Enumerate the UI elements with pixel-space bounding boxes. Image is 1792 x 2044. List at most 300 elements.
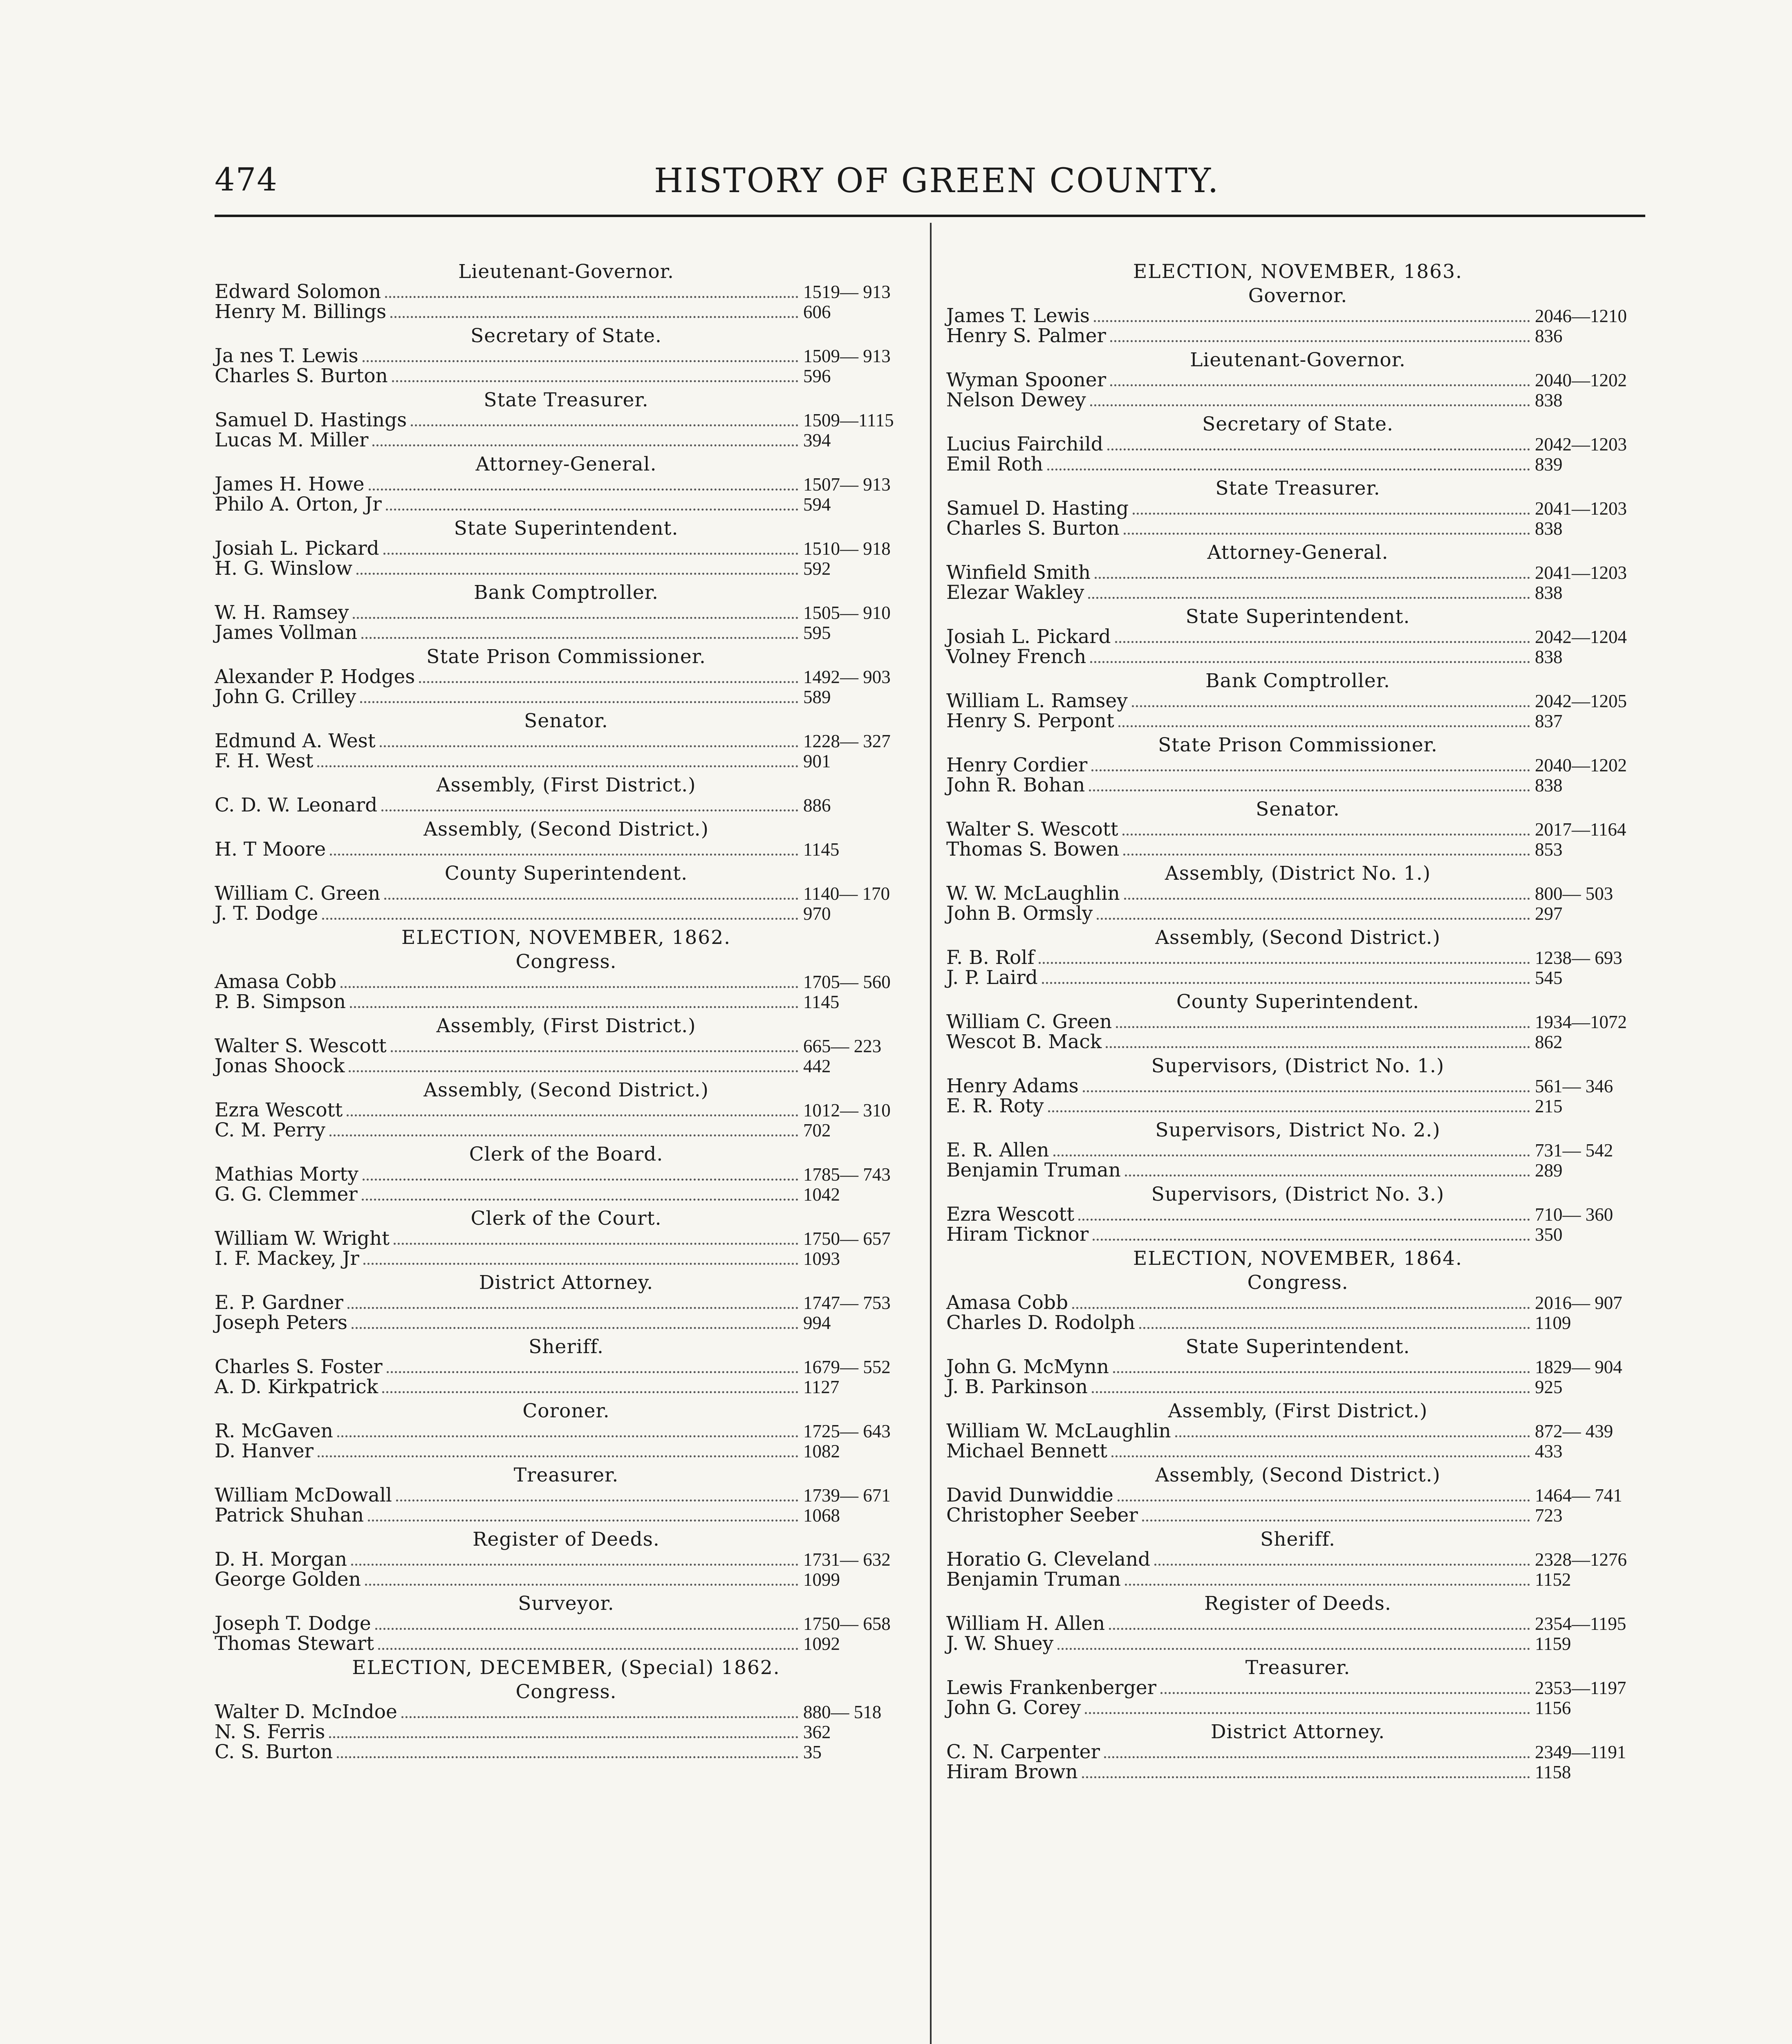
- candidate-row: [946, 627, 1649, 647]
- candidate-name: Samuel D. Hastings: [215, 409, 407, 431]
- vote-count: 872— 439: [1535, 1421, 1613, 1441]
- dot-leader: [1115, 641, 1530, 643]
- dot-leader: [1039, 962, 1530, 964]
- candidate-row: [946, 839, 1649, 859]
- candidate-row: [946, 1421, 1649, 1441]
- office-heading: Treasurer.: [1245, 1656, 1351, 1679]
- dot-leader: [1133, 513, 1530, 515]
- office-heading: State Prison Commissioner.: [426, 645, 706, 668]
- vote-count: 362: [803, 1722, 831, 1742]
- office-heading: Supervisors, (District No. 1.): [1151, 1055, 1445, 1077]
- vote-count: 723: [1535, 1505, 1563, 1526]
- dot-leader: [1092, 1391, 1530, 1393]
- vote-count: 1145: [803, 839, 840, 860]
- vote-count: 2328—1276: [1535, 1549, 1627, 1570]
- vote-count: 2017—1164: [1535, 819, 1626, 840]
- vote-count: 1725— 643: [803, 1421, 891, 1441]
- candidate-name: F. H. West: [215, 750, 314, 772]
- dot-leader: [384, 898, 798, 900]
- candidate-row: [215, 1702, 918, 1722]
- page-header: [0, 161, 1792, 219]
- dot-leader: [1094, 320, 1530, 322]
- candidate-name: Lewis Frankenberger: [946, 1676, 1157, 1699]
- candidate-name: William McDowall: [215, 1484, 392, 1506]
- dot-leader: [1116, 1026, 1530, 1028]
- candidate-name: I. F. Mackey, Jr: [215, 1247, 359, 1270]
- dot-leader: [1124, 898, 1530, 900]
- candidate-name: John B. Ormsly: [946, 902, 1093, 925]
- dot-leader: [1095, 577, 1530, 579]
- vote-count: 702: [803, 1120, 831, 1141]
- election-heading: ELECTION, NOVEMBER, 1863.: [1133, 260, 1463, 283]
- candidate-row: [946, 1140, 1649, 1160]
- candidate-name: Elezar Wakley: [946, 581, 1084, 604]
- candidate-row: [215, 1056, 918, 1076]
- dot-leader: [360, 701, 798, 703]
- vote-count: 1092: [803, 1634, 840, 1654]
- dot-leader: [1160, 1692, 1530, 1694]
- candidate-name: John G. McMynn: [946, 1356, 1109, 1378]
- candidate-row: [946, 454, 1649, 474]
- candidate-row: [946, 370, 1649, 390]
- candidate-row: [946, 1634, 1649, 1654]
- candidate-name: Charles S. Foster: [215, 1356, 383, 1378]
- candidate-row: [946, 1742, 1649, 1762]
- candidate-row: [946, 306, 1649, 326]
- vote-count: 2040—1202: [1535, 755, 1627, 775]
- office-heading: Clerk of the Board.: [469, 1143, 663, 1165]
- candidate-row: [215, 1293, 918, 1313]
- vote-count: 1145: [803, 992, 840, 1012]
- dot-leader: [361, 637, 798, 639]
- candidate-row: [215, 751, 918, 771]
- vote-count: 1109: [1535, 1313, 1571, 1333]
- candidate-name: George Golden: [215, 1568, 361, 1591]
- vote-count: 1228— 327: [803, 731, 891, 751]
- candidate-name: Mathias Morty: [215, 1163, 358, 1186]
- candidate-name: David Dunwiddie: [946, 1484, 1113, 1506]
- candidate-name: Joseph T. Dodge: [215, 1612, 371, 1635]
- dot-leader: [386, 509, 798, 511]
- candidate-row: [946, 390, 1649, 410]
- vote-count: 1492— 903: [803, 667, 891, 687]
- candidate-name: James T. Lewis: [946, 305, 1090, 327]
- dot-leader: [1123, 854, 1530, 856]
- candidate-row: [215, 558, 918, 578]
- dot-leader: [381, 809, 798, 811]
- vote-count: 35: [803, 1742, 822, 1762]
- left-column: [215, 258, 918, 1762]
- candidate-row: [215, 731, 918, 751]
- vote-count: 1042: [803, 1184, 840, 1205]
- vote-count: 1012— 310: [803, 1100, 891, 1121]
- candidate-row: [946, 1505, 1649, 1525]
- vote-count: 838: [1535, 583, 1563, 603]
- candidate-name: A. D. Kirkpatrick: [215, 1376, 379, 1398]
- candidate-row: [215, 1505, 918, 1525]
- candidate-name: James H. Howe: [215, 473, 365, 495]
- office-heading: State Treasurer.: [1215, 477, 1380, 500]
- dot-leader: [363, 1263, 798, 1265]
- candidate-name: N. S. Ferris: [215, 1721, 325, 1743]
- dot-leader: [1090, 404, 1530, 406]
- candidate-row: [946, 903, 1649, 923]
- dot-leader: [1139, 1327, 1530, 1329]
- candidate-name: Josiah L. Pickard: [215, 537, 379, 560]
- candidate-name: Edward Solomon: [215, 280, 381, 303]
- candidate-row: [215, 474, 918, 494]
- dot-leader: [368, 1520, 798, 1522]
- candidate-row: [215, 1357, 918, 1377]
- candidate-row: [946, 1441, 1649, 1461]
- vote-count: 838: [1535, 518, 1563, 539]
- vote-count: 1156: [1535, 1698, 1571, 1718]
- vote-count: 901: [803, 751, 831, 771]
- candidate-name: Wescot B. Mack: [946, 1031, 1102, 1053]
- dot-leader: [394, 1243, 798, 1245]
- candidate-name: Patrick Shuhan: [215, 1504, 364, 1526]
- candidate-name: H. T Moore: [215, 838, 326, 861]
- dot-leader: [1125, 1584, 1530, 1586]
- office-heading: Governor.: [1248, 285, 1348, 307]
- candidate-name: Hiram Brown: [946, 1761, 1078, 1783]
- candidate-row: [946, 948, 1649, 968]
- dot-leader: [1091, 769, 1530, 771]
- office-heading: State Prison Commissioner.: [1158, 734, 1438, 756]
- candidate-name: Nelson Dewey: [946, 389, 1086, 411]
- dot-leader: [375, 1628, 798, 1630]
- vote-count: 1519— 913: [803, 282, 891, 302]
- candidate-name: Edmund A. West: [215, 730, 376, 752]
- column-divider: [930, 223, 932, 2044]
- dot-leader: [1048, 1110, 1530, 1112]
- vote-count: 2041—1203: [1535, 498, 1627, 519]
- office-heading: Congress.: [515, 1681, 617, 1703]
- header-rule: [215, 215, 1645, 217]
- vote-count: 1679— 552: [803, 1357, 891, 1377]
- dot-leader: [337, 1756, 798, 1758]
- candidate-row: [215, 346, 918, 366]
- vote-count: 1140— 170: [803, 883, 890, 904]
- vote-count: 1238— 693: [1535, 948, 1622, 968]
- office-heading: State Superintendent.: [1185, 605, 1410, 628]
- candidate-name: William H. Allen: [946, 1612, 1105, 1635]
- candidate-name: Ezra Wescott: [946, 1203, 1075, 1226]
- candidate-name: Emil Roth: [946, 453, 1043, 475]
- office-heading: Senator.: [1256, 798, 1340, 820]
- vote-count: 595: [803, 623, 831, 643]
- vote-count: 350: [1535, 1224, 1563, 1245]
- candidate-row: [946, 691, 1649, 711]
- vote-count: 1099: [803, 1569, 840, 1590]
- vote-count: 1464— 741: [1535, 1485, 1622, 1506]
- vote-count: 2042—1203: [1535, 434, 1627, 455]
- vote-count: 1152: [1535, 1569, 1571, 1590]
- candidate-row: [946, 434, 1649, 454]
- candidate-row: [946, 1357, 1649, 1377]
- candidate-row: [215, 1184, 918, 1204]
- dot-leader: [1113, 1371, 1530, 1373]
- candidate-row: [215, 1485, 918, 1505]
- dot-leader: [322, 918, 798, 920]
- candidate-name: Ja nes T. Lewis: [215, 345, 358, 367]
- dot-leader: [350, 1006, 798, 1008]
- candidate-name: D. H. Morgan: [215, 1548, 347, 1571]
- candidate-row: [946, 583, 1649, 603]
- vote-count: 594: [803, 494, 831, 515]
- dot-leader: [1175, 1435, 1530, 1437]
- vote-count: 994: [803, 1313, 831, 1333]
- vote-count: 2040—1202: [1535, 370, 1627, 390]
- office-heading: Assembly, (Second District.): [1155, 926, 1440, 949]
- vote-count: 970: [803, 903, 831, 924]
- candidate-name: J. P. Laird: [946, 966, 1038, 989]
- candidate-row: [946, 1678, 1649, 1698]
- vote-count: 2349—1191: [1535, 1742, 1626, 1762]
- candidate-row: [215, 667, 918, 687]
- dot-leader: [1042, 982, 1530, 984]
- dot-leader: [1118, 725, 1530, 727]
- candidate-name: Henry S. Palmer: [946, 325, 1106, 347]
- dot-leader: [1111, 1455, 1530, 1457]
- candidate-row: [215, 972, 918, 992]
- candidate-row: [215, 494, 918, 514]
- office-heading: State Superintendent.: [454, 517, 679, 540]
- candidate-row: [946, 1569, 1649, 1589]
- office-heading: District Attorney.: [1210, 1721, 1385, 1743]
- candidate-name: Henry Adams: [946, 1075, 1079, 1097]
- candidate-row: [215, 1614, 918, 1634]
- candidate-row: [215, 1100, 918, 1120]
- candidate-name: Walter S. Wescott: [215, 1035, 387, 1057]
- candidate-row: [946, 1076, 1649, 1096]
- dot-leader: [1093, 1239, 1530, 1241]
- candidate-row: [215, 687, 918, 707]
- dot-leader: [352, 1327, 798, 1329]
- vote-count: 838: [1535, 647, 1563, 667]
- dot-leader: [351, 1564, 798, 1566]
- vote-count: 394: [803, 430, 831, 450]
- candidate-row: [946, 563, 1649, 583]
- office-heading: Assembly, (District No. 1.): [1165, 862, 1431, 885]
- office-heading: Bank Comptroller.: [474, 581, 659, 604]
- vote-count: 545: [1535, 968, 1563, 988]
- candidate-row: [215, 903, 918, 923]
- dot-leader: [363, 360, 798, 362]
- candidate-row: [215, 366, 918, 386]
- vote-count: 853: [1535, 839, 1563, 860]
- candidate-name: Philo A. Orton, Jr: [215, 493, 382, 515]
- candidate-row: [215, 1634, 918, 1654]
- dot-leader: [329, 1134, 798, 1136]
- candidate-row: [946, 1293, 1649, 1313]
- candidate-row: [215, 430, 918, 450]
- vote-count: 1507— 913: [803, 474, 891, 495]
- candidate-row: [946, 1224, 1649, 1244]
- dot-leader: [317, 765, 798, 767]
- office-heading: State Treasurer.: [484, 389, 649, 411]
- candidate-name: Henry M. Billings: [215, 300, 387, 323]
- candidate-name: E. P. Gardner: [215, 1291, 343, 1314]
- vote-count: 589: [803, 687, 831, 707]
- dot-leader: [1110, 384, 1530, 386]
- candidate-row: [215, 623, 918, 643]
- candidate-name: William L. Ramsey: [946, 690, 1128, 712]
- candidate-name: Volney French: [946, 645, 1086, 668]
- dot-leader: [1110, 340, 1530, 342]
- office-heading: Congress.: [1247, 1271, 1348, 1294]
- candidate-name: Samuel D. Hasting: [946, 497, 1129, 520]
- office-heading: Coroner.: [522, 1400, 610, 1422]
- candidate-name: John G. Crilley: [215, 686, 356, 708]
- dot-leader: [1154, 1564, 1530, 1566]
- vote-count: 800— 503: [1535, 883, 1613, 904]
- office-heading: State Superintendent.: [1185, 1336, 1410, 1358]
- candidate-name: Hiram Ticknor: [946, 1223, 1089, 1246]
- candidate-name: John G. Corey: [946, 1697, 1081, 1719]
- dot-leader: [390, 316, 798, 318]
- candidate-name: Ezra Wescott: [215, 1099, 343, 1121]
- vote-count: 1082: [803, 1441, 840, 1461]
- candidate-name: Henry Cordier: [946, 754, 1088, 776]
- vote-count: 596: [803, 366, 831, 386]
- vote-count: 1785— 743: [803, 1164, 891, 1185]
- candidate-row: [946, 1762, 1649, 1782]
- office-heading: Clerk of the Court.: [470, 1207, 662, 1230]
- candidate-name: James Vollman: [215, 621, 358, 644]
- candidate-row: [946, 498, 1649, 518]
- candidate-row: [215, 603, 918, 623]
- dot-leader: [340, 986, 798, 988]
- dot-leader: [1089, 789, 1530, 791]
- vote-count: 1731— 632: [803, 1549, 891, 1570]
- candidate-row: [215, 1722, 918, 1742]
- candidate-name: J. B. Parkinson: [946, 1376, 1088, 1398]
- candidate-row: [215, 992, 918, 1012]
- office-heading: Assembly, (First District.): [436, 774, 696, 796]
- dot-leader: [365, 1584, 798, 1586]
- vote-count: 1509—1115: [803, 410, 894, 430]
- office-heading: Assembly, (First District.): [1168, 1400, 1428, 1422]
- office-heading: Lieutenant-Governor.: [458, 260, 674, 283]
- dot-leader: [1053, 1154, 1530, 1156]
- office-heading: Supervisors, District No. 2.): [1155, 1119, 1440, 1141]
- candidate-row: [215, 282, 918, 302]
- office-heading: Surveyor.: [518, 1592, 614, 1615]
- candidate-row: [215, 795, 918, 815]
- candidate-row: [215, 883, 918, 903]
- candidate-row: [215, 1313, 918, 1333]
- vote-count: 2042—1204: [1535, 627, 1627, 647]
- vote-count: 2354—1195: [1535, 1614, 1626, 1634]
- vote-count: 442: [803, 1056, 831, 1076]
- dot-leader: [1142, 1520, 1530, 1522]
- candidate-row: [946, 775, 1649, 795]
- candidate-name: Christopher Seeber: [946, 1504, 1138, 1526]
- vote-count: 2041—1203: [1535, 563, 1627, 583]
- vote-count: 839: [1535, 454, 1563, 475]
- candidate-name: E. R. Allen: [946, 1139, 1049, 1161]
- candidate-row: [215, 1549, 918, 1569]
- candidate-name: Alexander P. Hodges: [215, 666, 415, 688]
- candidate-name: P. B. Simpson: [215, 991, 346, 1013]
- vote-count: 2353—1197: [1535, 1678, 1626, 1698]
- candidate-row: [215, 1569, 918, 1589]
- vote-count: 1068: [803, 1505, 840, 1526]
- vote-count: 731— 542: [1535, 1140, 1613, 1161]
- vote-count: 1750— 657: [803, 1228, 891, 1249]
- candidate-row: [946, 1096, 1649, 1116]
- vote-count: 289: [1535, 1160, 1563, 1181]
- office-heading: Sheriff.: [529, 1336, 604, 1358]
- vote-count: 1750— 658: [803, 1614, 891, 1634]
- dot-leader: [372, 444, 798, 446]
- candidate-name: William C. Green: [946, 1011, 1112, 1033]
- office-heading: Treasurer.: [513, 1464, 619, 1486]
- candidate-row: [946, 1012, 1649, 1032]
- dot-leader: [356, 573, 798, 575]
- dot-leader: [318, 1455, 798, 1457]
- candidate-name: E. R. Roty: [946, 1095, 1044, 1117]
- dot-leader: [353, 617, 798, 619]
- dot-leader: [347, 1307, 798, 1309]
- candidate-row: [215, 302, 918, 322]
- office-heading: Bank Comptroller.: [1205, 670, 1390, 692]
- candidate-name: Jonas Shoock: [215, 1055, 345, 1077]
- candidate-name: Amasa Cobb: [946, 1291, 1068, 1314]
- candidate-name: Walter S. Wescott: [946, 818, 1118, 840]
- candidate-name: Thomas S. Bowen: [946, 838, 1120, 861]
- candidate-row: [946, 1204, 1649, 1224]
- vote-count: 215: [1535, 1096, 1563, 1116]
- dot-leader: [330, 854, 798, 856]
- office-heading: Assembly, (Second District.): [1155, 1464, 1440, 1486]
- office-heading: Attorney-General.: [1207, 541, 1389, 564]
- vote-count: 1747— 753: [803, 1293, 891, 1313]
- dot-leader: [419, 681, 798, 683]
- election-heading: ELECTION, NOVEMBER, 1862.: [401, 926, 731, 949]
- candidate-row: [215, 1120, 918, 1140]
- dot-leader: [1124, 533, 1530, 535]
- dot-leader: [1088, 597, 1530, 599]
- office-heading: Assembly, (Second District.): [423, 818, 709, 840]
- vote-count: 561— 346: [1535, 1076, 1613, 1096]
- dot-leader: [1107, 448, 1530, 450]
- candidate-row: [215, 1164, 918, 1184]
- dot-leader: [1082, 1776, 1530, 1778]
- candidate-row: [946, 1614, 1649, 1634]
- candidate-name: Lucas M. Miller: [215, 429, 369, 451]
- candidate-name: W. H. Ramsey: [215, 601, 349, 624]
- candidate-name: William W. McLaughlin: [946, 1420, 1171, 1442]
- candidate-name: Horatio G. Cleveland: [946, 1548, 1151, 1571]
- vote-count: 1510— 918: [803, 538, 891, 559]
- candidate-name: C. M. Perry: [215, 1119, 325, 1141]
- office-heading: Supervisors, (District No. 3.): [1151, 1183, 1445, 1206]
- vote-count: 433: [1535, 1441, 1563, 1461]
- candidate-row: [215, 410, 918, 430]
- dot-leader: [378, 1648, 798, 1650]
- dot-leader: [1090, 661, 1530, 663]
- candidate-row: [946, 647, 1649, 667]
- candidate-row: [946, 755, 1649, 775]
- vote-count: 1093: [803, 1248, 840, 1269]
- candidate-name: D. Hanver: [215, 1440, 314, 1462]
- candidate-row: [946, 518, 1649, 538]
- office-heading: Secretary of State.: [470, 325, 662, 347]
- dot-leader: [387, 1371, 798, 1373]
- dot-leader: [337, 1435, 798, 1437]
